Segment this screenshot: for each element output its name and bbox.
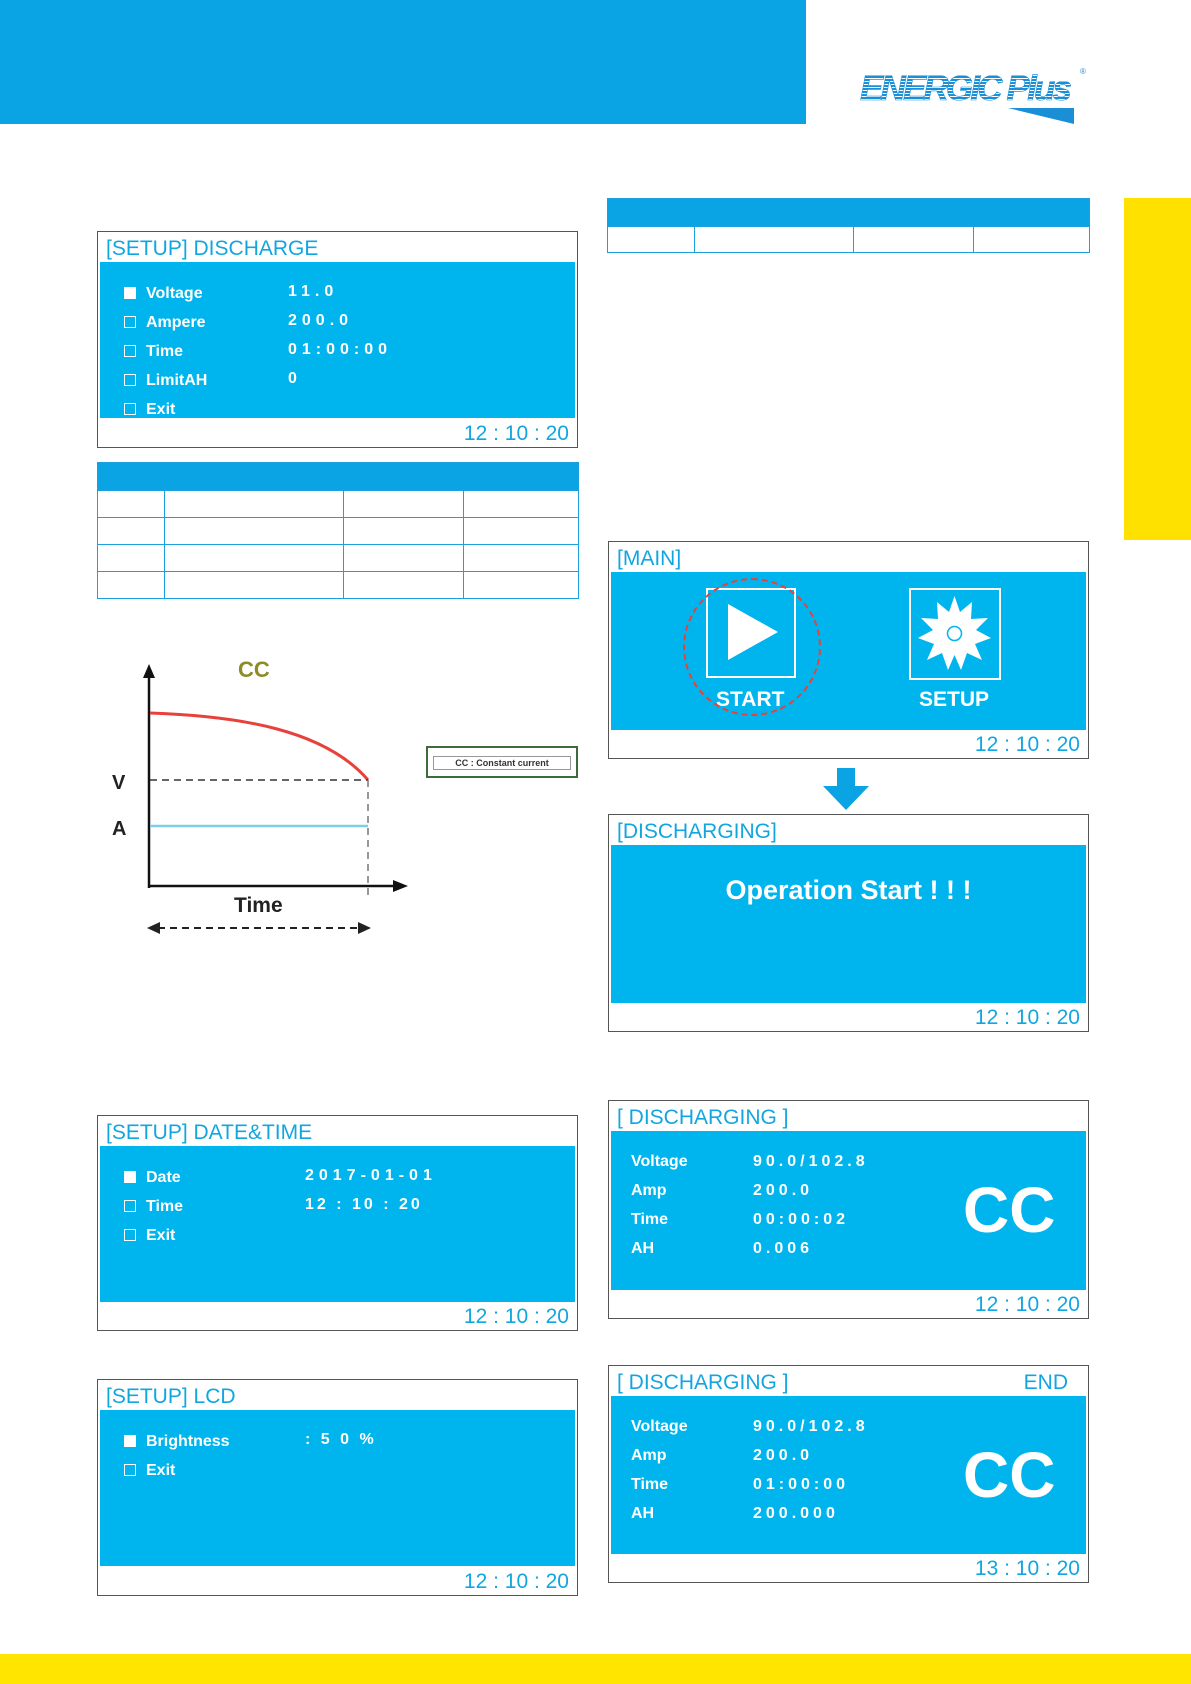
discharging-start-screen <box>608 814 1089 1032</box>
menu-item-exit[interactable] <box>124 1460 175 1482</box>
screen-body <box>611 1396 1086 1554</box>
menu-item-label: Brightness <box>146 1433 230 1450</box>
operation-start-message: Operation Start ! ! ! <box>725 875 972 905</box>
amp-value: 200.0 <box>753 1182 814 1199</box>
table-cell <box>854 227 974 253</box>
ah-label: AH <box>631 1240 655 1257</box>
menu-item-label: Date <box>146 1169 181 1186</box>
legend-text: CC : Constant current <box>433 756 571 770</box>
table-header <box>608 199 1090 227</box>
menu-item-label: Exit <box>146 1227 176 1244</box>
checkbox-icon <box>124 403 136 415</box>
table-cell <box>98 491 165 518</box>
clock: 12 : 10 : 20 <box>463 1570 569 1593</box>
svg-text:®: ® <box>1080 67 1086 76</box>
screen-body <box>611 845 1086 1003</box>
header-band <box>0 0 806 124</box>
clock: 12 : 10 : 20 <box>974 733 1080 756</box>
main-screen <box>608 541 1089 759</box>
table-cell <box>464 545 579 572</box>
menu-item-label: Voltage <box>146 285 203 302</box>
menu-item-ampere[interactable] <box>124 312 206 334</box>
table-cell <box>464 491 579 518</box>
voltage-value: 90.0/102.8 <box>753 1418 869 1435</box>
menu-item-label: Time <box>146 343 184 360</box>
screen-title: [DISCHARGING] <box>617 820 777 843</box>
ah-value: 200.000 <box>753 1505 839 1522</box>
amp-value: 200.0 <box>753 1447 814 1464</box>
screen-body <box>100 1146 575 1302</box>
y-axis-arrow <box>143 664 155 678</box>
arrow-right-icon <box>358 922 371 934</box>
menu-item-time[interactable] <box>124 341 183 363</box>
discharging-running-screen <box>608 1100 1089 1319</box>
table-cell <box>98 572 165 599</box>
table-cell <box>695 227 854 253</box>
ah-value: 0.006 <box>753 1240 814 1257</box>
footer-band <box>0 1654 1191 1684</box>
table-cell <box>974 227 1090 253</box>
main-parameter-table <box>607 198 1090 253</box>
menu-item-label: LimitAH <box>146 372 208 389</box>
setup-label: SETUP <box>919 688 990 711</box>
cc-discharge-diagram <box>100 650 420 940</box>
checkbox-icon <box>124 1171 136 1183</box>
amp-label: Amp <box>631 1447 667 1464</box>
checkbox-icon <box>124 1464 136 1476</box>
x-axis-arrow <box>393 880 408 892</box>
table-header <box>98 463 579 491</box>
limitah-value: 0 <box>288 370 302 387</box>
table-cell <box>464 572 579 599</box>
screen-title: [MAIN] <box>617 547 682 570</box>
checkbox-icon <box>124 287 136 299</box>
table-cell <box>608 227 695 253</box>
time-value: 00:00:02 <box>753 1211 850 1228</box>
menu-item-limitah[interactable] <box>124 370 207 392</box>
time-value: 01:00:00 <box>288 341 393 358</box>
start-highlight-circle <box>683 578 821 716</box>
brightness-value: : 5 0 % <box>305 1431 377 1448</box>
checkbox-icon <box>124 345 136 357</box>
time-value: 01:00:00 <box>753 1476 850 1493</box>
screen-title: [SETUP] DISCHARGE <box>106 237 319 260</box>
discharge-setup-screen <box>97 231 578 448</box>
end-status: END <box>1023 1371 1068 1394</box>
table-cell <box>165 491 344 518</box>
voltage-value: 11.0 <box>288 283 339 300</box>
screen-body <box>100 1410 575 1566</box>
menu-item-date[interactable] <box>124 1167 181 1189</box>
screen-body <box>100 262 575 418</box>
checkbox-icon <box>124 1200 136 1212</box>
voltage-label: Voltage <box>631 1153 688 1170</box>
cc-legend-box <box>426 746 578 778</box>
mode-indicator: CC <box>963 1174 1056 1246</box>
screen-body <box>611 1131 1086 1290</box>
clock: 12 : 10 : 20 <box>974 1006 1080 1029</box>
discharge-parameter-table <box>97 462 579 599</box>
voltage-label: V <box>112 772 126 794</box>
gear-icon <box>911 590 998 677</box>
clock: 13 : 10 : 20 <box>974 1557 1080 1580</box>
clock: 12 : 10 : 20 <box>463 422 569 445</box>
amp-label: Amp <box>631 1182 667 1199</box>
checkbox-icon <box>124 374 136 386</box>
voltage-value: 90.0/102.8 <box>753 1153 869 1170</box>
screen-title: [SETUP] LCD <box>106 1385 236 1408</box>
menu-item-label: Exit <box>146 1462 176 1479</box>
clock: 12 : 10 : 20 <box>463 1305 569 1328</box>
screen-title: [ DISCHARGING ] <box>617 1371 789 1394</box>
time-label: Time <box>631 1476 669 1493</box>
table-cell <box>98 545 165 572</box>
menu-item-voltage[interactable] <box>124 283 203 305</box>
arrow-down-icon <box>823 768 869 810</box>
table-cell <box>344 545 464 572</box>
table-cell <box>98 518 165 545</box>
menu-item-time[interactable] <box>124 1196 183 1218</box>
time-label: Time <box>234 894 283 917</box>
screen-title: [ DISCHARGING ] <box>617 1106 789 1129</box>
arrow-left-icon <box>147 922 160 934</box>
table-cell <box>344 518 464 545</box>
table-cell <box>165 545 344 572</box>
checkbox-icon <box>124 1435 136 1447</box>
voltage-curve <box>150 713 368 780</box>
setup-button[interactable] <box>909 588 1001 680</box>
table-cell <box>344 572 464 599</box>
start-label: START <box>716 688 785 711</box>
menu-item-exit[interactable] <box>124 1225 175 1247</box>
ampere-value: 200.0 <box>288 312 354 329</box>
table-cell <box>464 518 579 545</box>
date-value: 2017-01-01 <box>305 1167 437 1184</box>
clock: 12 : 10 : 20 <box>974 1293 1080 1316</box>
time-value: 12 : 10 : 20 <box>305 1196 423 1213</box>
table-cell <box>344 491 464 518</box>
mode-indicator: CC <box>963 1439 1056 1511</box>
lcd-setup-screen <box>97 1379 578 1596</box>
screen-body <box>611 572 1086 730</box>
menu-item-exit[interactable] <box>124 399 175 421</box>
time-label: Time <box>631 1211 669 1228</box>
menu-item-label: Time <box>146 1198 184 1215</box>
table-cell <box>165 518 344 545</box>
ah-label: AH <box>631 1505 655 1522</box>
side-tab <box>1124 198 1191 540</box>
svg-text:ENERGIC Plus: ENERGIC Plus <box>860 69 1072 108</box>
checkbox-icon <box>124 1229 136 1241</box>
voltage-label: Voltage <box>631 1418 688 1435</box>
menu-item-label: Exit <box>146 401 176 418</box>
table-cell <box>165 572 344 599</box>
menu-item-brightness[interactable] <box>124 1431 230 1453</box>
screen-title: [SETUP] DATE&TIME <box>106 1121 313 1144</box>
datetime-setup-screen <box>97 1115 578 1331</box>
chart-title: CC <box>238 657 270 682</box>
discharging-end-screen <box>608 1365 1089 1583</box>
ampere-label: A <box>112 818 127 840</box>
checkbox-icon <box>124 316 136 328</box>
menu-item-label: Ampere <box>146 314 206 331</box>
brand-logo <box>858 64 1090 126</box>
